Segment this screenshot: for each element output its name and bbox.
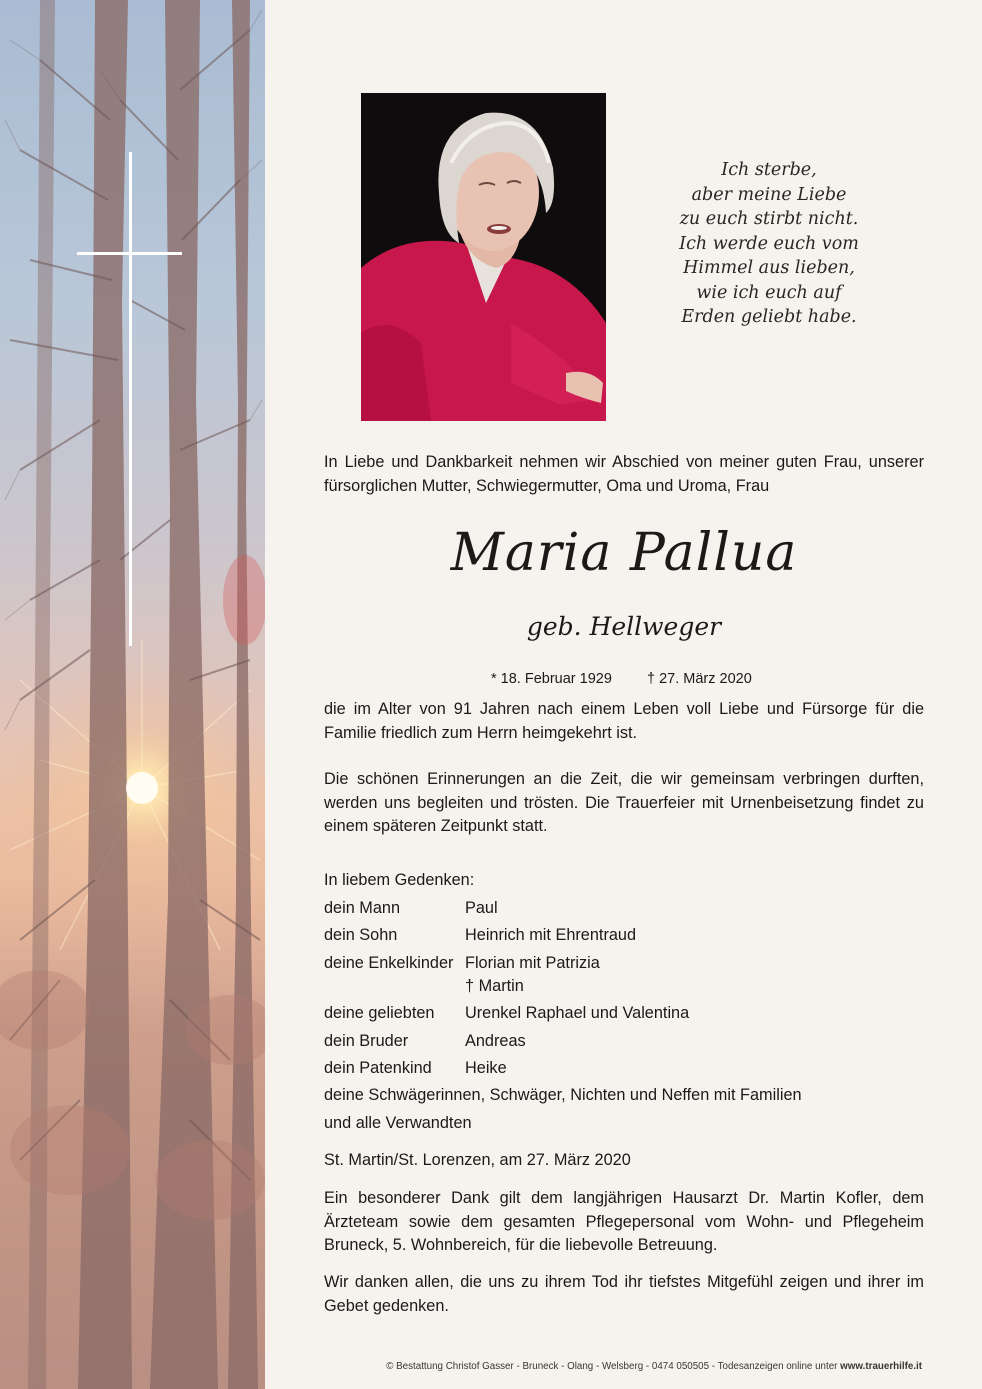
birth-date: * 18. Februar 1929 bbox=[491, 671, 612, 687]
forest-sunset-image bbox=[0, 0, 265, 1389]
mourner-in-laws-row bbox=[324, 1083, 924, 1107]
mourner-names: Andreas bbox=[465, 1032, 526, 1050]
poem-line: aber meine Liebe bbox=[691, 184, 847, 205]
mourner-row bbox=[324, 896, 924, 920]
portrait-photo bbox=[361, 93, 606, 421]
poem-line: Erden geliebt habe. bbox=[681, 307, 857, 327]
mourner-row bbox=[324, 1056, 924, 1080]
footer-link[interactable]: www.trauerhilfe.it bbox=[840, 1361, 922, 1372]
footer-text: © Bestattung Christof Gasser - Bruneck - Olang - Welsberg - 0474 050505 - Todesanzeigen online unter bbox=[386, 1361, 841, 1372]
intro-text: In Liebe und Dankbarkeit nehmen wir Abschied von meiner guten Frau, unserer fürsorglichen Mutter, Schwiegermutter, Oma und Uroma, Frau bbox=[324, 453, 924, 495]
mourner-row bbox=[324, 1029, 924, 1053]
mourner-names: Heinrich mit Ehrentraud bbox=[465, 926, 637, 944]
mourner-row bbox=[324, 1001, 924, 1025]
portrait-illustration bbox=[361, 93, 606, 421]
mourner-relation: dein Patenkind bbox=[324, 1059, 432, 1077]
poem-line: Ich werde euch vom bbox=[679, 233, 859, 254]
mourners-heading: In liebem Gedenken: bbox=[324, 871, 475, 889]
poem bbox=[644, 158, 894, 330]
maiden-name: geb. Hellweger bbox=[526, 612, 722, 641]
closing-paragraph: Wir danken allen, die uns zu ihrem Tod ihr tiefstes Mitgefühl zeigen und ihrer im Gebet gedenken. bbox=[324, 1273, 924, 1315]
forest-illustration bbox=[0, 0, 265, 1389]
cross-icon-horizontal bbox=[77, 252, 182, 255]
mourner-relatives-row bbox=[324, 1111, 924, 1135]
mourner-relation: deine geliebten bbox=[324, 1004, 435, 1022]
mourner-relation: dein Mann bbox=[324, 899, 401, 917]
thanks-paragraph: Ein besonderer Dank gilt dem langjährigen Hausarzt Dr. Martin Kofler, dem Ärzteteam sowie dem gesamten Pflegepersonal vom Wohn- und Pflegeheim Bruneck, 5. Wohnbereich, für die liebevolle Betreuung. bbox=[324, 1189, 924, 1254]
poem-line: zu euch stirbt nicht. bbox=[679, 209, 859, 229]
mourner-row bbox=[324, 974, 924, 998]
mourner-row bbox=[324, 923, 924, 947]
mourner-names: Urenkel Raphael und Valentina bbox=[465, 1004, 690, 1022]
mourner-relation: dein Sohn bbox=[324, 926, 398, 944]
mourner-row bbox=[324, 951, 924, 975]
place-date: St. Martin/St. Lorenzen, am 27. März 2020 bbox=[324, 1151, 631, 1169]
mourner-relatives: und alle Verwandten bbox=[324, 1114, 472, 1132]
age-paragraph: die im Alter von 91 Jahren nach einem Leben voll Liebe und Fürsorge für die Familie friedlich zum Herrn heimgekehrt ist. bbox=[324, 700, 924, 742]
mourner-names: Heike bbox=[465, 1059, 507, 1077]
mourners-heading-row bbox=[324, 868, 924, 892]
mourner-names: Paul bbox=[465, 899, 498, 917]
death-date: † 27. März 2020 bbox=[647, 671, 752, 687]
mourner-relation: deine Enkelkinder bbox=[324, 954, 454, 972]
mourner-names: Florian mit Patrizia bbox=[465, 954, 600, 972]
memories-paragraph: Die schönen Erinnerungen an die Zeit, die wir gemeinsam verbringen durften, werden uns begleiten und trösten. Die Trauerfeier mit Urnenbeisetzung findet zu einem späteren Zeitpunkt statt. bbox=[324, 770, 924, 835]
cross-icon-vertical bbox=[129, 152, 132, 646]
poem-line: Ich sterbe, bbox=[721, 160, 817, 180]
footer bbox=[324, 1360, 922, 1374]
mourner-names: † Martin bbox=[465, 977, 524, 995]
mourner-relation: dein Bruder bbox=[324, 1032, 409, 1050]
deceased-name: Maria Pallua bbox=[450, 523, 798, 583]
poem-line: wie ich euch auf bbox=[696, 282, 842, 303]
poem-line: Himmel aus lieben, bbox=[683, 258, 855, 278]
mourner-in-laws: deine Schwägerinnen, Schwäger, Nichten und Neffen mit Familien bbox=[324, 1086, 802, 1104]
